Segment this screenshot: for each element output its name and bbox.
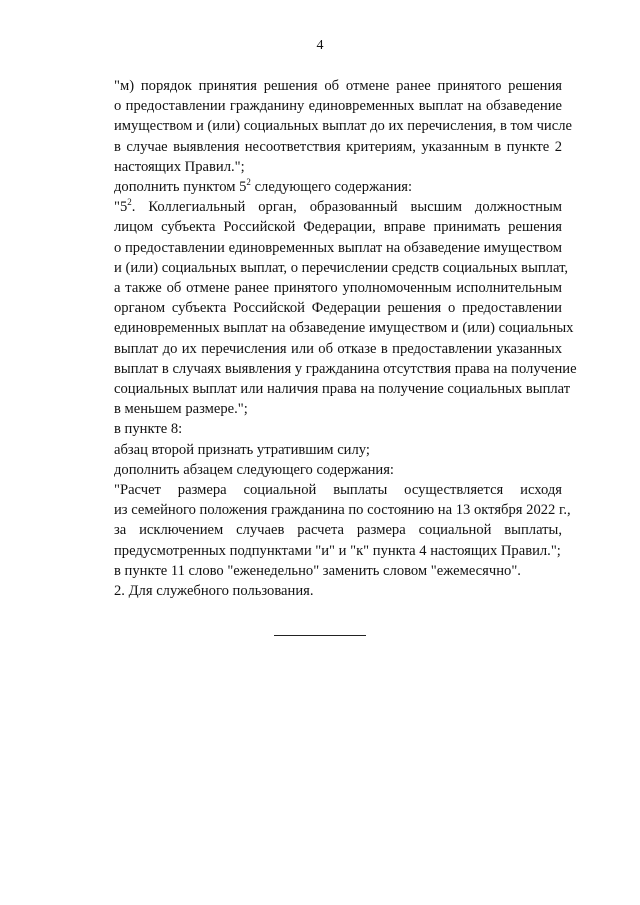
superscript: 2 <box>246 177 251 188</box>
paragraph-add-abzac <box>76 460 562 480</box>
text-line: единовременных выплат на обзаведение имуществом и (или) социальных <box>114 320 574 337</box>
text-line <box>76 177 562 197</box>
text-fragment: следующего содержания: <box>250 179 413 196</box>
paragraph-for-official-use <box>76 581 562 601</box>
paragraph-point-11 <box>76 561 562 581</box>
text-line: настоящих Правил."; <box>114 158 245 175</box>
text-line: о предоставлении единовременных выплат на обзаведение имуществом <box>114 239 562 256</box>
text-line: выплат до их перечисления или об отказе в предоставлении указанных <box>114 340 562 357</box>
page-number: 4 <box>316 38 324 53</box>
text-line: из семейного положения гражданина по состоянию на 13 октября 2022 г., <box>114 502 571 519</box>
text-line <box>76 197 562 217</box>
text-line: органом субъекта Российской Федерации решения о предоставлении <box>114 300 562 317</box>
text-line: лицом субъекта Российской Федерации, вправе принимать решения <box>114 219 562 236</box>
text-line: социальных выплат или наличия права на получение социальных выплат <box>114 381 571 398</box>
text-fragment: . Коллегиальный орган, образованный высшим должностным <box>131 199 562 216</box>
paragraph-point-5-2 <box>76 197 577 419</box>
text-line: в меньшем размере."; <box>114 401 248 418</box>
text-line: имуществом и (или) социальных выплат до их перечисления, в том числе <box>114 118 572 135</box>
document-body <box>76 76 577 601</box>
superscript: 2 <box>127 197 132 208</box>
text-line: за исключением случаев расчета размера социальной выплаты, <box>114 522 562 539</box>
text-line: предусмотренных подпунктами "и" и "к" пункта 4 настоящих Правил."; <box>114 542 561 559</box>
text-line: и (или) социальных выплат, о перечислении средств социальных выплат, <box>114 259 568 276</box>
end-divider <box>274 635 366 636</box>
text-line: о предоставлении гражданину единовременных выплат на обзаведение <box>114 98 562 115</box>
text-fragment: дополнить пунктом 5 <box>114 179 247 196</box>
text-line: 2. Для служебного пользования. <box>114 583 314 600</box>
text-line: абзац второй признать утратившим силу; <box>114 441 370 458</box>
text-line: дополнить абзацем следующего содержания: <box>114 461 394 478</box>
paragraph-calculation <box>76 480 571 561</box>
text-line: выплат в случаях выявления у гражданина отсутствия права на получение <box>114 360 577 377</box>
paragraph-abzac-vtoroy <box>76 440 562 460</box>
text-line: в пункте 11 слово "еженедельно" заменить словом "ежемесячно". <box>114 562 521 579</box>
text-line: а также об отмене ранее принятого уполномоченным исполнительным <box>114 280 562 297</box>
text-line: в случае выявления несоответствия критериям, указанным в пункте 2 <box>114 138 562 155</box>
text-line: "Расчет размера социальной выплаты осуществляется исходя <box>114 482 562 499</box>
paragraph-add-point <box>76 177 562 197</box>
text-fragment: "5 <box>114 199 128 216</box>
paragraph-point-8 <box>76 419 562 439</box>
text-line: в пункте 8: <box>114 421 183 438</box>
paragraph-item-m <box>76 76 572 177</box>
text-line: "м) порядок принятия решения об отмене ранее принятого решения <box>114 78 562 94</box>
